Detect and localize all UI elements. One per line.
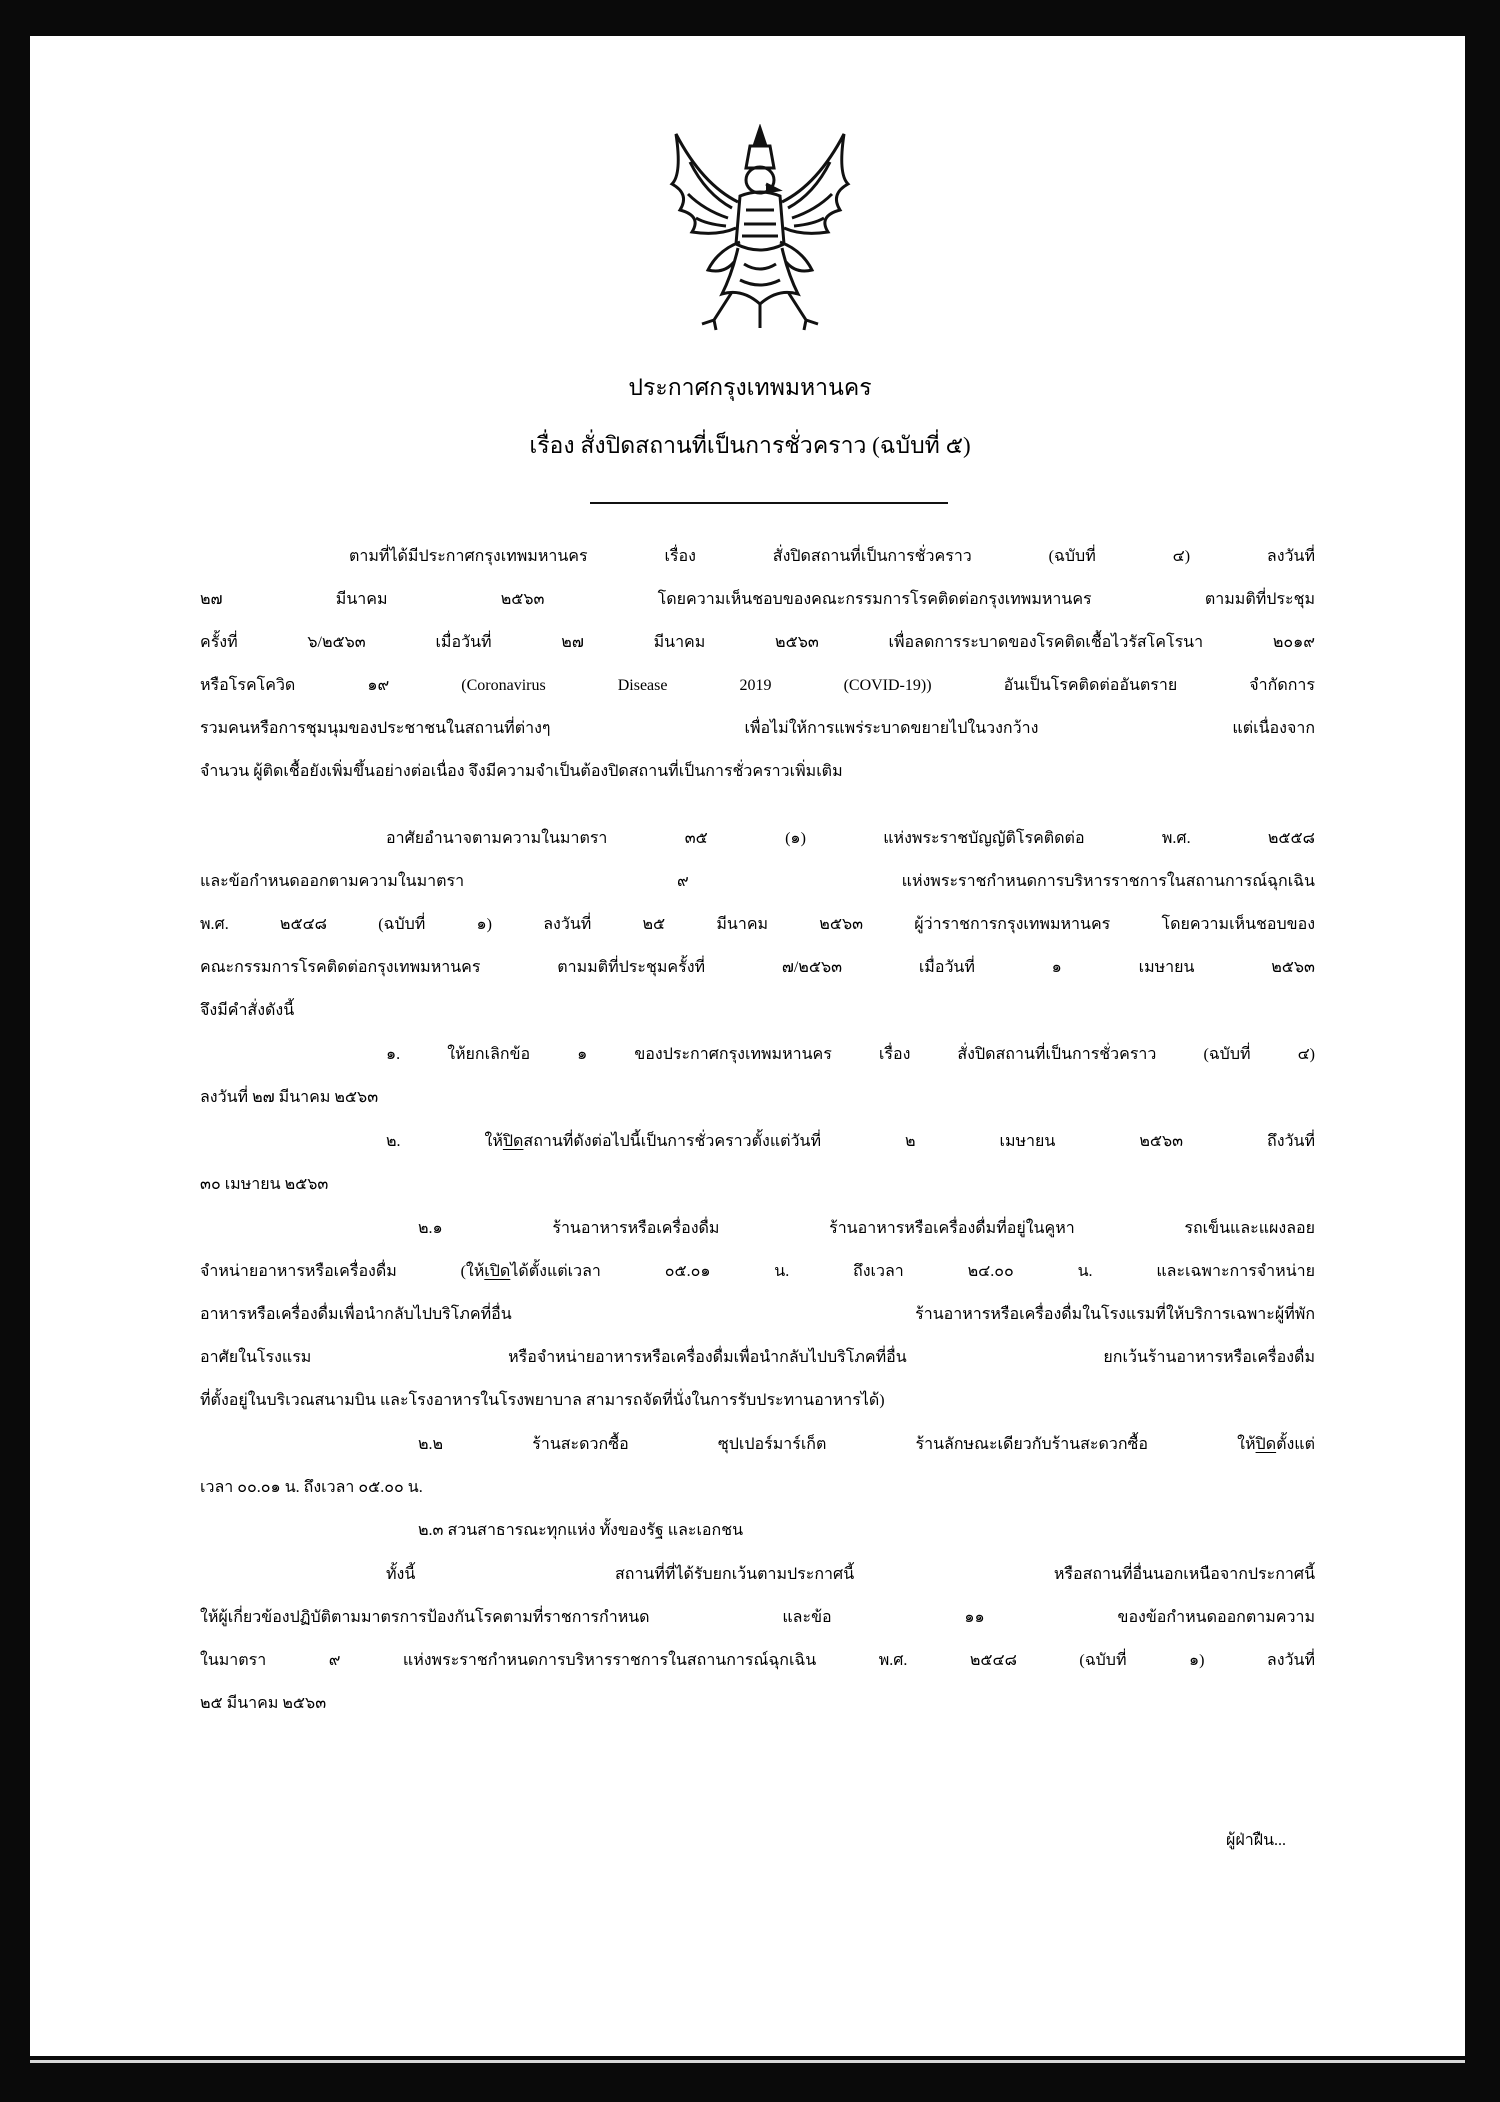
item2-line (386, 1127, 1315, 1159)
title-divider (590, 502, 948, 504)
item1-line: ๑. ให้ยกเลิกข้อ ๑ ของประกาศกรุงเทพมหานคร เรื่อง สั่งปิดสถานที่เป็นการชั่วคราว (ฉบับที่ ๔) (386, 1046, 1316, 1063)
para3-line: ๒๕ มีนาคม ๒๕๖๓ (200, 1695, 327, 1712)
para2-line: พ.ศ. ๒๕๔๘ (ฉบับที่ ๑) ลงวันที่ ๒๕ มีนาคม ๒๕๖๓ ผู้ว่าราชการกรุงเทพมหานคร โดยความเห็นชอบของ (200, 916, 1315, 933)
item2-close-word: ปิด (502, 1133, 524, 1150)
item21-post: ได้ตั้งแต่เวลา ๐๕.๐๑ น. ถึงเวลา ๒๔.๐๐ น. และเฉพาะการจำหน่าย (510, 1263, 1316, 1280)
page-edge (30, 2060, 1465, 2063)
para3-line: ในมาตรา ๙ แห่งพระราชกำหนดการบริหารราชการในสถานการณ์ฉุกเฉิน พ.ศ. ๒๕๔๘ (ฉบับที่ ๑) ลงวันที่ (200, 1652, 1315, 1669)
para3-line: ให้ผู้เกี่ยวข้องปฏิบัติตามมาตรการป้องกันโรคตามที่ราชการกำหนด และข้อ ๑๑ ของข้อกำหนดออกตามความ (200, 1609, 1315, 1626)
para1-line: จำนวน ผู้ติดเชื้อยังเพิ่มขึ้นอย่างต่อเนื่อง จึงมีความจำเป็นต้องปิดสถานที่เป็นการชั่วคราวเพิ่มเติม (200, 763, 843, 780)
announcement-org: ประกาศกรุงเทพมหานคร (628, 375, 872, 400)
item21-line: ที่ตั้งอยู่ในบริเวณสนามบิน และโรงอาหารในโรงพยาบาล สามารถจัดที่นั่งในการรับประทานอาหารได้) (200, 1392, 885, 1409)
item21-line: อาศัยในโรงแรม หรือจำหน่ายอาหารหรือเครื่องดื่มเพื่อนำกลับไปบริโภคที่อื่น ยกเว้นร้านอาหารหรือเครื่องดื่ม (200, 1349, 1315, 1366)
para2-line: คณะกรรมการโรคติดต่อกรุงเทพมหานคร ตามมติที่ประชุมครั้งที่ ๗/๒๕๖๓ เมื่อวันที่ ๑ เมษายน ๒๕๖๓ (200, 959, 1315, 976)
para1-line: รวมคนหรือการชุมนุมของประชาชนในสถานที่ต่างๆ เพื่อไม่ให้การแพร่ระบาดขยายไปในวงกว้าง แต่เนื่องจาก (200, 720, 1315, 737)
item23-line: ๒.๓ สวนสาธารณะทุกแห่ง ทั้งของรัฐ และเอกชน (418, 1522, 744, 1539)
item2-pre: ๒. ให้ (386, 1133, 503, 1150)
item1-line: ลงวันที่ ๒๗ มีนาคม ๒๕๖๓ (200, 1089, 379, 1106)
item2-line: ๓๐ เมษายน ๒๕๖๓ (200, 1176, 329, 1193)
para1-line: ๒๗ มีนาคม ๒๕๖๓ โดยความเห็นชอบของคณะกรรมการโรคติดต่อกรุงเทพมหานคร ตามมติที่ประชุม (200, 591, 1315, 608)
item22-pre: ๒.๒ ร้านสะดวกซื้อ ซุปเปอร์มาร์เก็ต ร้านลักษณะเดียวกับร้านสะดวกซื้อ ให้ (418, 1436, 1256, 1453)
item21-line (200, 1257, 1315, 1289)
item21-line: ๒.๑ ร้านอาหารหรือเครื่องดื่ม ร้านอาหารหรือเครื่องดื่มที่อยู่ในคูหา รถเข็นและแผงลอย (418, 1220, 1315, 1237)
item22-line (418, 1430, 1315, 1462)
continuation-text: ผู้ฝ่าฝืน... (1226, 1832, 1287, 1849)
para1-line: ตามที่ได้มีประกาศกรุงเทพมหานคร เรื่อง สั่งปิดสถานที่เป็นการชั่วคราว (ฉบับที่ ๔) ลงวันที่ (349, 548, 1315, 565)
item21-open-word: เปิด (484, 1263, 511, 1280)
item2-post: สถานที่ดังต่อไปนี้เป็นการชั่วคราวตั้งแต่วันที่ ๒ เมษายน ๒๕๖๓ ถึงวันที่ (523, 1133, 1315, 1150)
para1-line: ครั้งที่ ๖/๒๕๖๓ เมื่อวันที่ ๒๗ มีนาคม ๒๕๖๓ เพื่อลดการระบาดของโรคติดเชื้อไวรัสโคโรนา ๒๐๑๙ (200, 634, 1315, 651)
para3-line: ทั้งนี้ สถานที่ที่ได้รับยกเว้นตามประกาศนี้ หรือสถานที่อื่นนอกเหนือจากประกาศนี้ (386, 1566, 1315, 1583)
para2-line: และข้อกำหนดออกตามความในมาตรา ๙ แห่งพระราชกำหนดการบริหารราชการในสถานการณ์ฉุกเฉิน (200, 873, 1315, 890)
para1-line: หรือโรคโควิด ๑๙ (Coronavirus Disease 2019 (COVID-19)) อันเป็นโรคติดต่ออันตราย จำกัดการ (200, 677, 1315, 694)
announcement-subject: เรื่อง สั่งปิดสถานที่เป็นการชั่วคราว (ฉบับที่ ๕) (529, 433, 971, 458)
para2-line: จึงมีคำสั่งดังนี้ (200, 1002, 295, 1019)
item21-pre: จำหน่ายอาหารหรือเครื่องดื่ม (ให้ (200, 1263, 485, 1280)
item22-post: ตั้งแต่ (1276, 1436, 1315, 1453)
item22-line: เวลา ๐๐.๐๑ น. ถึงเวลา ๐๕.๐๐ น. (200, 1479, 423, 1496)
item22-close-word: ปิด (1255, 1436, 1277, 1453)
para2-line: อาศัยอำนาจตามความในมาตรา ๓๕ (๑) แห่งพระราชบัญญัติโรคติดต่อ พ.ศ. ๒๕๕๘ (386, 830, 1315, 847)
garuda-emblem-icon (662, 124, 858, 332)
item21-line: อาหารหรือเครื่องดื่มเพื่อนำกลับไปบริโภคที่อื่น ร้านอาหารหรือเครื่องดื่มในโรงแรมที่ให้บริการเฉพาะผู้ที่พัก (200, 1306, 1315, 1323)
